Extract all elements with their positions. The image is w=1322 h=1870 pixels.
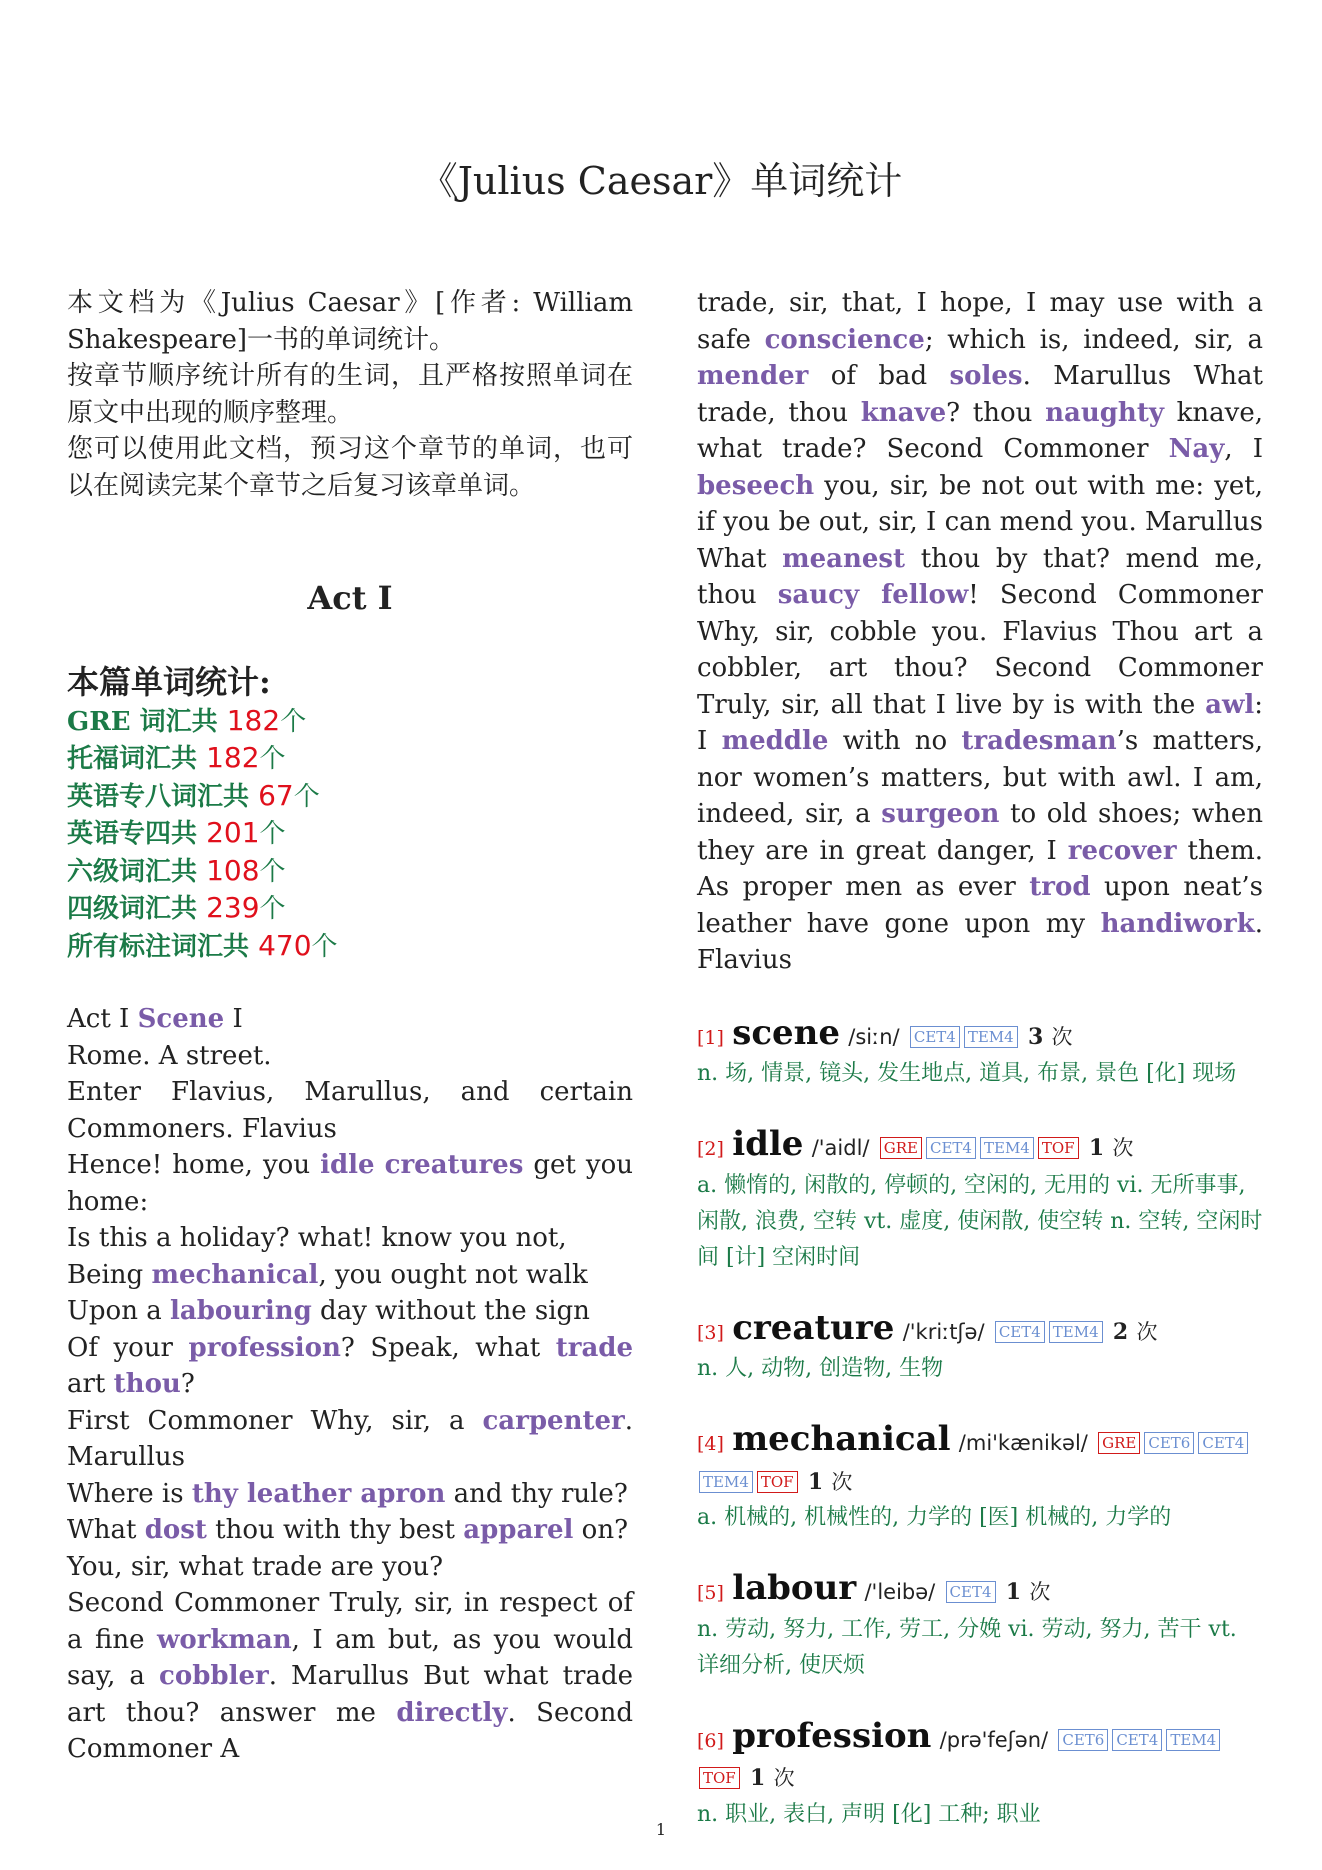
entry-word: mechanical — [732, 1419, 951, 1459]
vocab-word[interactable]: Nay — [1168, 434, 1225, 464]
story-continuation — [697, 285, 1263, 979]
entry-count-unit: 次 — [1112, 1136, 1134, 1160]
text-run: Of your — [67, 1332, 189, 1363]
stat-unit: 个 — [280, 706, 307, 737]
stat-label: 六级词汇共 — [67, 856, 207, 887]
entry-count: 1 — [749, 1765, 766, 1791]
story-line — [67, 1403, 633, 1476]
tag-gre: GRE — [1098, 1432, 1140, 1454]
entry-count-unit: 次 — [831, 1469, 853, 1494]
entry-definition: n. 劳动, 努力, 工作, 劳工, 分娩 vi. 劳动, 努力, 苦干 vt. 详细分析, 使厌烦 — [697, 1616, 1237, 1678]
text-run: Upon a — [67, 1296, 170, 1326]
text-run: , you ought not walk — [318, 1259, 588, 1290]
entry-phonetic: /'kriːtʃə/ — [902, 1319, 985, 1344]
text-run: thou with thy best — [206, 1515, 464, 1545]
vocab-word[interactable]: trod — [1029, 872, 1091, 902]
text-run: , I am but, as you would say, a — [67, 1624, 633, 1691]
text-run: ? Speak, what — [340, 1332, 556, 1363]
stat-all — [67, 928, 633, 966]
intro-line: 按章节顺序统计所有的生词，且严格按照单词在原文中出现的顺序整理。 — [67, 361, 633, 428]
tag-cet4: CET4 — [995, 1321, 1045, 1343]
stat-unit: 个 — [259, 819, 286, 849]
vocab-word[interactable]: dost — [144, 1515, 207, 1545]
entry-definition: a. 机械的, 机械性的, 力学的 [医] 机械的, 力学的 — [697, 1505, 1172, 1530]
entry-count: 1 — [1088, 1135, 1105, 1161]
tag-cet4: CET4 — [910, 1026, 960, 1048]
entry-phonetic: /mi'kænikəl/ — [958, 1431, 1088, 1455]
tag-cet6: CET6 — [1058, 1729, 1108, 1751]
text-run: I — [224, 1004, 243, 1034]
entry-phonetic: /siːn/ — [848, 1024, 900, 1049]
stat-unit: 个 — [259, 856, 286, 887]
story-line: You, sir, what trade are you? — [67, 1551, 444, 1582]
vocab-word[interactable]: soles — [949, 361, 1023, 391]
intro-paragraph — [67, 285, 633, 504]
stats-list — [67, 703, 633, 966]
entry-word: scene — [732, 1012, 841, 1053]
vocab-entry-header — [697, 1570, 1263, 1612]
stat-count: 108 — [206, 853, 260, 887]
text-run: Where is — [67, 1478, 192, 1509]
stat-cet4 — [67, 890, 633, 928]
vocab-word[interactable]: mender — [697, 361, 809, 391]
story-line — [67, 1293, 633, 1330]
vocab-entry-header — [697, 1421, 1263, 1500]
text-run: First Commoner Why, sir, a — [67, 1405, 483, 1436]
vocab-word[interactable]: thou — [113, 1369, 181, 1399]
page-number: 1 — [655, 1820, 667, 1839]
right-column — [697, 285, 1263, 1833]
entry-definition: n. 场, 情景, 镜头, 发生地点, 道具, 布景, 景色 [化] 现场 — [697, 1061, 1237, 1086]
vocab-word[interactable]: tradesman — [961, 726, 1117, 756]
entry-phonetic: /'aidl/ — [811, 1136, 870, 1160]
tag-gre: GRE — [880, 1137, 922, 1159]
text-run: Being — [67, 1259, 152, 1290]
stats-title: 本篇单词统计: — [67, 662, 271, 701]
text-run: . Flavius — [697, 908, 1263, 975]
story-line — [67, 1512, 633, 1549]
entry-word: labour — [732, 1568, 857, 1608]
stat-count: 239 — [206, 891, 260, 924]
entry-index: [4] — [697, 1433, 724, 1455]
tag-tof: TOF — [1038, 1137, 1079, 1159]
entry-word: idle — [732, 1124, 804, 1164]
stat-count: 182 — [206, 741, 260, 774]
tag-tem4: TEM4 — [699, 1471, 753, 1493]
stat-unit: 个 — [259, 744, 286, 774]
entry-count-unit: 次 — [1051, 1024, 1073, 1049]
story-line — [67, 1330, 633, 1403]
entry-count: 2 — [1112, 1318, 1129, 1345]
stat-label: 托福词汇共 — [67, 744, 207, 774]
vocab-word[interactable]: apparel — [463, 1515, 574, 1545]
text-run: and thy rule? — [445, 1478, 628, 1509]
tag-tem4: TEM4 — [1166, 1729, 1220, 1751]
story-line: Is this a holiday? what! know you not, — [67, 1223, 567, 1253]
tag-cet4: CET4 — [1198, 1432, 1248, 1454]
stat-tem4 — [67, 815, 633, 853]
story-line — [67, 1476, 633, 1513]
vocab-entry — [697, 1421, 1263, 1536]
text-run: to old shoes; when they are in great danger, I — [697, 799, 1263, 866]
text-run: with no — [828, 726, 962, 756]
vocab-entry-header — [697, 1126, 1263, 1168]
text-run: . Marullus But what trade art thou? answer me — [67, 1661, 633, 1728]
text-run: upon neat’s leather have gone upon my — [697, 872, 1263, 939]
text-run: . Second Commoner A — [67, 1697, 633, 1764]
vocab-entry — [697, 1715, 1263, 1833]
entry-count: 1 — [1005, 1579, 1022, 1605]
tag-cet6: CET6 — [1144, 1432, 1194, 1454]
story-line: Enter Flavius, Marullus, and certain Commoners. Flavius — [67, 1077, 633, 1144]
text-run: Act I — [67, 1004, 138, 1034]
stat-label: 英语专四共 — [67, 819, 207, 849]
story-text — [67, 1001, 633, 1768]
entry-phonetic: /'leibə/ — [864, 1580, 936, 1604]
stat-cet6 — [67, 853, 633, 891]
entry-count-unit: 次 — [773, 1766, 795, 1790]
intro-line: 本文档为《Julius Caesar》[作者: William Shakespeare]一书的单词统计。 — [67, 288, 633, 355]
text-run: ; which is, indeed, sir, a — [924, 324, 1263, 355]
tag-tem4: TEM4 — [1049, 1321, 1103, 1343]
vocab-word[interactable]: saucy fellow — [777, 580, 969, 610]
text-run: you, sir, be not out with me: yet, if you be out, sir, I can mend you. Marullus What — [697, 470, 1263, 574]
text-run — [375, 1150, 385, 1180]
vocab-word[interactable]: knave — [860, 397, 947, 428]
vocab-word[interactable]: mechanical — [151, 1259, 319, 1290]
stat-count: 67 — [258, 778, 294, 812]
text-run: ? — [180, 1369, 195, 1399]
entry-count-unit: 次 — [1029, 1580, 1051, 1604]
vocab-word[interactable]: cobbler — [159, 1661, 269, 1691]
text-run: thou by that? mend me, thou — [697, 543, 1263, 610]
vocab-word[interactable]: handiwork — [1100, 908, 1255, 939]
text-run: . Marullus — [67, 1405, 633, 1472]
vocab-word[interactable]: directly — [396, 1697, 508, 1728]
vocab-word[interactable]: meanest — [782, 543, 906, 574]
stat-label: 英语专八词汇共 — [67, 781, 259, 812]
vocab-word[interactable]: Scene — [137, 1004, 225, 1034]
story-line — [67, 1257, 633, 1294]
vocab-entry — [697, 1012, 1263, 1093]
entry-index: [5] — [697, 1582, 724, 1604]
tag-cet4: CET4 — [1112, 1729, 1162, 1751]
vocab-word[interactable]: conscience — [764, 324, 925, 355]
stat-unit: 个 — [311, 931, 338, 962]
tag-tem4: TEM4 — [964, 1026, 1018, 1048]
entry-index: [2] — [697, 1138, 724, 1160]
entry-definition: a. 懒惰的, 闲散的, 停顿的, 空闲的, 无用的 vi. 无所事事, 闲散, 浪费, 空转 vt. 虚度, 使闲散, 使空转 n. 空转, 空闲时间 [计] 空闲时间 — [697, 1172, 1263, 1270]
story-line: Rome. A street. — [67, 1040, 272, 1071]
vocab-word[interactable]: naughty — [1045, 397, 1164, 428]
stat-tem8 — [67, 778, 633, 816]
entry-word: creature — [732, 1307, 895, 1348]
entry-count-unit: 次 — [1136, 1319, 1158, 1344]
text-run: . Marullus What trade, thou — [697, 361, 1263, 428]
vocab-entry — [697, 1307, 1263, 1388]
tag-cet4: CET4 — [946, 1581, 996, 1603]
text-run: art — [67, 1369, 114, 1399]
entry-index: [1] — [697, 1026, 724, 1049]
vocab-word[interactable]: surgeon — [881, 799, 1000, 829]
stat-label: GRE 词汇共 — [67, 706, 227, 737]
intro-line: 您可以使用此文档，预习这个章节的单词，也可以在阅读完某个章节之后复习该章单词。 — [67, 434, 633, 501]
entry-phonetic: /prə'feʃən/ — [939, 1727, 1049, 1752]
vocab-word[interactable]: beseech — [697, 470, 815, 501]
stat-label: 四级词汇共 — [67, 894, 207, 924]
text-run: knave, what trade? Second Commoner — [697, 397, 1264, 464]
vocab-entry — [697, 1126, 1263, 1276]
vocab-word[interactable]: labouring — [169, 1296, 312, 1326]
text-run: on? — [573, 1515, 629, 1545]
vocab-list — [697, 1012, 1263, 1833]
tag-tof: TOF — [757, 1471, 798, 1493]
text-run: of bad — [808, 361, 950, 391]
vocab-word[interactable]: awl — [1205, 689, 1255, 720]
entry-index: [3] — [697, 1321, 724, 1344]
entry-definition: n. 职业, 表白, 声明 [化] 工种; 职业 — [697, 1801, 1041, 1827]
story-line — [67, 1585, 633, 1768]
text-run: get you home: — [67, 1150, 633, 1217]
stat-gre — [67, 703, 633, 741]
entry-definition: n. 人, 动物, 创造物, 生物 — [697, 1356, 944, 1381]
vocab-entry-header — [697, 1012, 1263, 1057]
text-run: them. As proper men as ever — [697, 835, 1263, 902]
text-run: ? thou — [946, 397, 1046, 428]
vocab-entry-header — [697, 1307, 1263, 1352]
document-title: 《Julius Caesar》单词统计 — [419, 159, 903, 203]
stat-count: 182 — [226, 703, 281, 737]
act-heading: Act I — [307, 579, 393, 617]
entry-count: 3 — [1027, 1023, 1044, 1050]
stat-unit: 个 — [259, 894, 286, 924]
tag-tof: TOF — [699, 1767, 740, 1789]
text-run: ! Second Commoner Why, sir, cobble you. Flavius Thou art a cobbler, art thou? Second Commoner Truly, sir, all that I live by is with the — [697, 580, 1263, 720]
vocab-entry-header — [697, 1715, 1263, 1797]
text-run: What — [67, 1515, 145, 1545]
stat-toefl — [67, 740, 633, 778]
stat-unit: 个 — [293, 781, 320, 812]
tag-tem4: TEM4 — [980, 1137, 1034, 1159]
vocab-word[interactable]: idle — [320, 1150, 375, 1180]
stat-count: 201 — [206, 816, 260, 849]
stat-count: 470 — [258, 928, 312, 962]
entry-count: 1 — [807, 1468, 824, 1495]
entry-index: [6] — [697, 1729, 724, 1752]
vocab-word[interactable]: profession — [188, 1332, 341, 1363]
text-run: ’s matters, nor women’s matters, but with awl. I am, indeed, sir, a — [697, 726, 1263, 829]
vocab-word[interactable]: carpenter — [482, 1405, 625, 1436]
vocab-entry — [697, 1570, 1263, 1684]
vocab-word[interactable]: thy leather apron — [191, 1478, 446, 1509]
story-line — [67, 1001, 633, 1038]
vocab-word[interactable]: meddle — [721, 726, 829, 756]
text-run: Hence! home, you — [67, 1150, 321, 1180]
text-run: trade, sir, that, I hope, I may use with a safe — [697, 288, 1263, 355]
text-run: day without the sign — [311, 1296, 590, 1326]
vocab-word[interactable]: workman — [156, 1624, 292, 1655]
stat-label: 所有标注词汇共 — [67, 931, 259, 962]
text-run: Second Commoner Truly, sir, in respect of a fine — [67, 1588, 633, 1655]
vocab-word[interactable]: trade — [555, 1332, 634, 1363]
text-run: : I — [697, 689, 1263, 756]
vocab-word[interactable]: creatures — [384, 1150, 524, 1180]
text-run: , I — [1224, 434, 1263, 464]
entry-word: profession — [732, 1715, 932, 1756]
story-line — [67, 1147, 633, 1220]
tag-cet4: CET4 — [926, 1137, 976, 1159]
left-column — [67, 285, 633, 1768]
vocab-word[interactable]: recover — [1067, 835, 1177, 866]
